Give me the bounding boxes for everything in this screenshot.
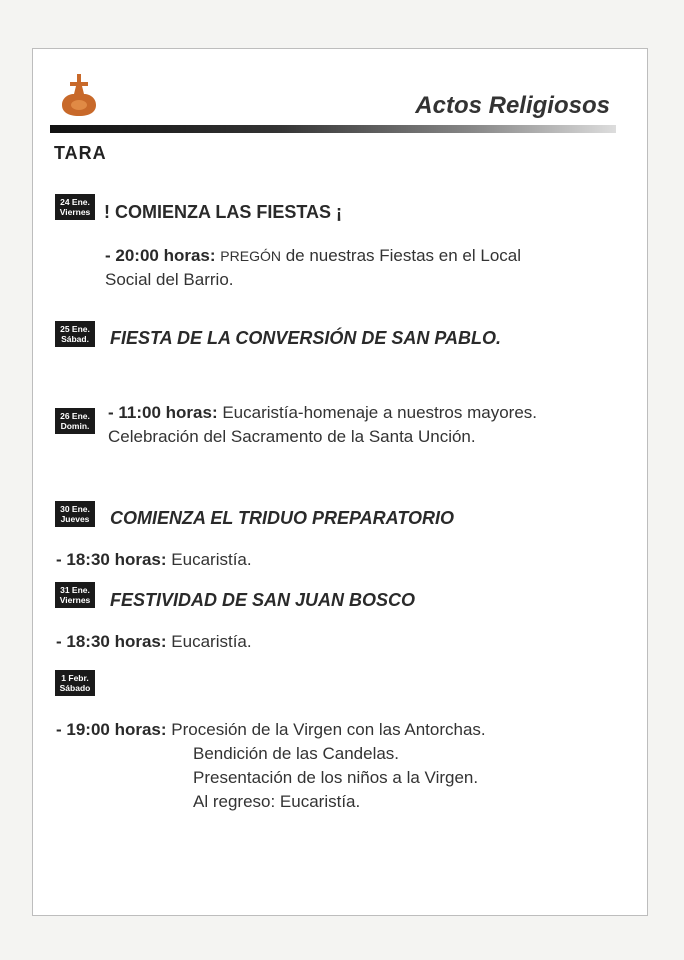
event-time: - 20:00 horas: — [105, 246, 216, 265]
event-text: Eucaristía-homenaje a nuestros mayores. — [222, 403, 537, 422]
event-line — [105, 244, 521, 268]
header-rule — [50, 125, 616, 133]
event-time: - 19:00 horas: — [56, 720, 167, 739]
event-line — [108, 401, 537, 425]
event-title: FESTIVIDAD DE SAN JUAN BOSCO — [110, 590, 416, 610]
event-text: Procesión de la Virgen con las Antorchas. — [171, 720, 486, 739]
event-line — [56, 718, 486, 742]
event-text: de nuestras Fiestas en el Local — [285, 246, 522, 265]
page-title: Actos Religiosos — [415, 92, 610, 119]
date-badge-weekday: Sábad. — [61, 334, 89, 344]
event-title: COMIENZA EL TRIDUO PREPARATORIO — [110, 508, 455, 528]
cross-figure-icon — [58, 72, 100, 118]
event-text: Eucaristía. — [171, 632, 252, 651]
date-badge — [55, 321, 95, 347]
date-badge-day: 1 Febr. — [61, 673, 89, 683]
date-badge — [55, 582, 95, 608]
date-badge-day: 31 Ene. — [60, 585, 90, 595]
event-line — [193, 790, 360, 814]
event-text: Eucaristía. — [171, 550, 252, 569]
date-badge-weekday: Sábado — [59, 683, 91, 693]
event-line — [193, 742, 399, 766]
date-badge — [55, 670, 95, 696]
event-title: ! COMIENZA LAS FIESTAS ¡ — [104, 202, 342, 222]
event-time: - 11:00 horas: — [108, 403, 218, 422]
date-badge-weekday: Domin. — [60, 421, 90, 431]
date-badge-day: 30 Ene. — [60, 504, 90, 514]
event-line — [56, 548, 252, 572]
date-badge-weekday: Jueves — [60, 514, 90, 524]
date-badge — [55, 408, 95, 434]
event-line — [193, 766, 478, 790]
date-badge — [55, 194, 95, 220]
event-text: Celebración del Sacramento de la Santa Unción. — [108, 427, 476, 446]
date-badge-weekday: Viernes — [59, 595, 91, 605]
event-time: - 18:30 horas: — [56, 632, 167, 651]
date-badge — [55, 501, 95, 527]
event-time: - 18:30 horas: — [56, 550, 167, 569]
event-text: Social del Barrio. — [105, 270, 234, 289]
date-badge-day: 24 Ene. — [60, 197, 90, 207]
date-badge-day: 26 Ene. — [60, 411, 90, 421]
event-text: Bendición de las Candelas. — [193, 744, 400, 763]
event-text-small: PREGÓN — [220, 248, 281, 264]
place-name: TARA — [54, 143, 107, 163]
event-title: FIESTA DE LA CONVERSIÓN DE SAN PABLO. — [110, 328, 502, 348]
event-line — [56, 630, 252, 654]
event-line — [105, 268, 234, 292]
event-text: Al regreso: Eucaristía. — [193, 792, 361, 811]
date-badge-weekday: Viernes — [59, 207, 91, 217]
date-badge-day: 25 Ene. — [60, 324, 90, 334]
event-text: Presentación de los niños a la Virgen. — [193, 768, 479, 787]
event-line — [108, 425, 476, 449]
